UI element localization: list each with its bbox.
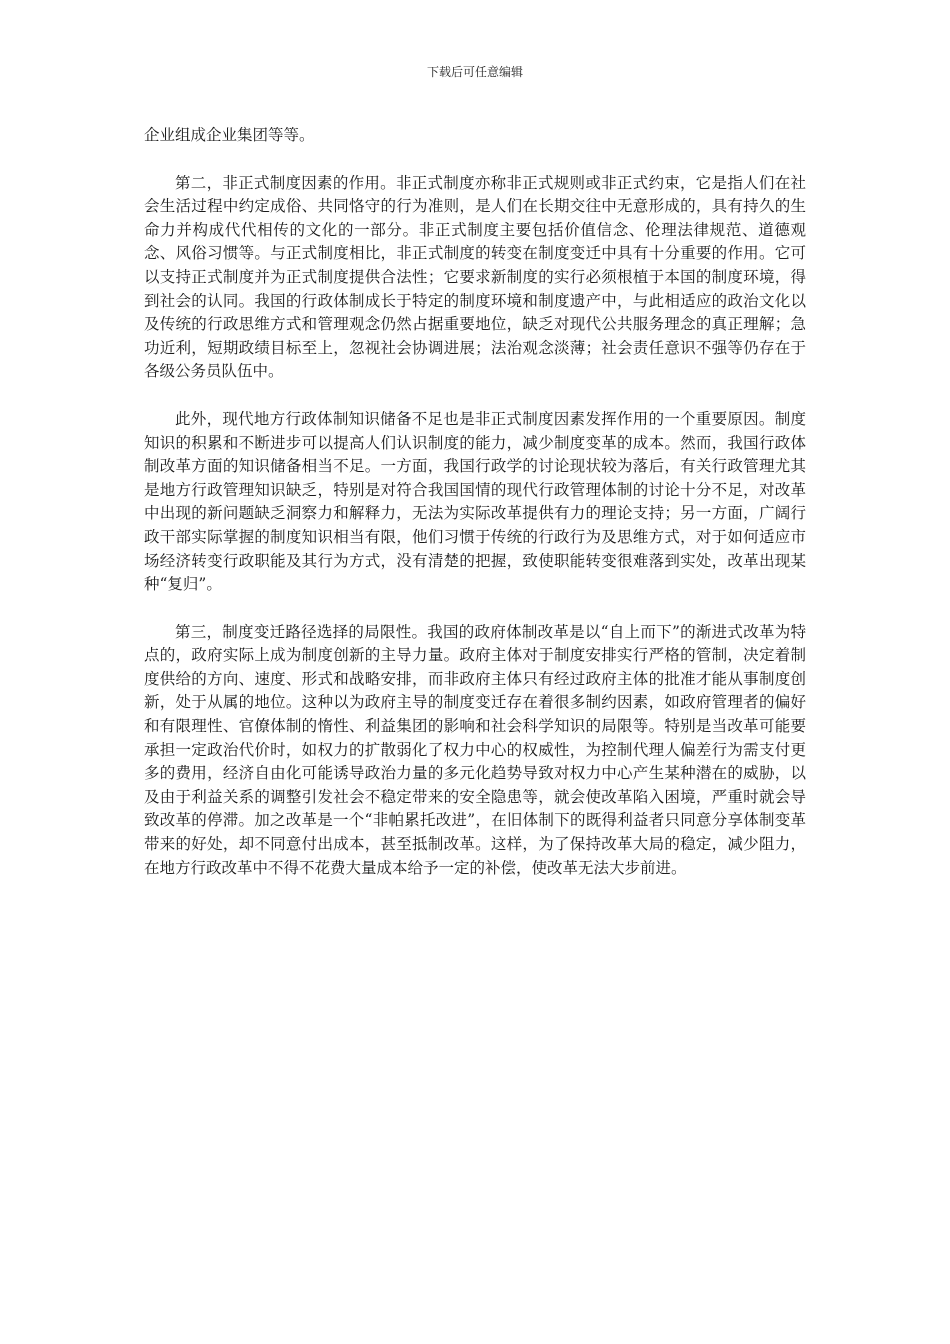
paragraph-informal-institutions: 第二，非正式制度因素的作用。非正式制度亦称非正式规则或非正式约束，它是指人们在社会生活过程中约定成俗、共同恪守的行为准则，是人们在长期交往中无意形成的，具有持久的生命力并构成代代相传的文化的一部分。非正式制度主要包括价值信念、伦理法律规范、道德观念、风俗习惯等。与正式制度相比，非正式制度的转变在制度变迁中具有十分重要的作用。它可以支持正式制度并为正式制度提供合法性；它要求新制度的实行必须根植于本国的制度环境，得到社会的认同。我国的行政体制成长于特定的制度环境和制度遗产中，与此相适应的政治文化以及传统的行政思维方式和管理观念仍然占据重要地位，缺乏对现代公共服务理念的真正理解；急功近利，短期政绩目标至上，忽视社会协调进展；法治观念淡薄；社会责任意识不强等仍存在于各级公务员队伍中。 — [144, 173, 806, 381]
document-body — [144, 124, 806, 904]
paragraph-path-limitations: 第三，制度变迁路径选择的局限性。我国的政府体制改革是以“自上而下”的渐进式改革为特点的，政府实际上成为制度创新的主导力量。政府主体对于制度安排实行严格的管制，决定着制度供给的方向、速度、形式和战略安排，而非政府主体只有经过政府主体的批准才能从事制度创新，处于从属的地位。这种以为政府主导的制度变迁存在着很多制约因素，如政府管理者的偏好和有限理性、官僚体制的惰性、利益集团的影响和社会科学知识的局限等。特别是当改革可能要承担一定政治代价时，如权力的扩散弱化了权力中心的权威性，为控制代理人偏差行为需支付更多的费用，经济自由化可能诱导政治力量的多元化趋势导致对权力中心产生某种潜在的威胁，以及由于利益关系的调整引发社会不稳定带来的安全隐患等，就会使改革陷入困境，严重时就会导致改革的停滞。加之改革是一个“非帕累托改进”，在旧体制下的既得利益者只同意分享体制变革带来的好处，却不同意付出成本，甚至抵制改革。这样，为了保持改革大局的稳定，减少阻力，在地方行政改革中不得不花费大量成本给予一定的补偿，使改革无法大步前进。 — [144, 622, 806, 877]
page-header: 下载后可任意编辑 — [426, 65, 523, 79]
paragraph-continuation: 企业组成企业集团等等。 — [144, 126, 315, 144]
paragraph-knowledge-reserve: 此外，现代地方行政体制知识储备不足也是非正式制度因素发挥作用的一个重要原因。制度知识的积累和不断进步可以提高人们认识制度的能力，减少制度变革的成本。然而，我国行政体制改革方面的知识储备相当不足。一方面，我国行政学的讨论现状较为落后，有关行政管理尤其是地方行政管理知识缺乏，特别是对符合我国国情的现代行政管理体制的讨论十分不足，对改革中出现的新问题缺乏洞察力和解释力，无法为实际改革提供有力的理论支持；另一方面，广阔行政干部实际掌握的制度知识相当有限，他们习惯于传统的行政行为及思维方式，对于如何适应市场经济转变行政职能及其行为方式，没有清楚的把握，致使职能转变很难落到实处，改革出现某种“复归”。 — [144, 409, 806, 594]
